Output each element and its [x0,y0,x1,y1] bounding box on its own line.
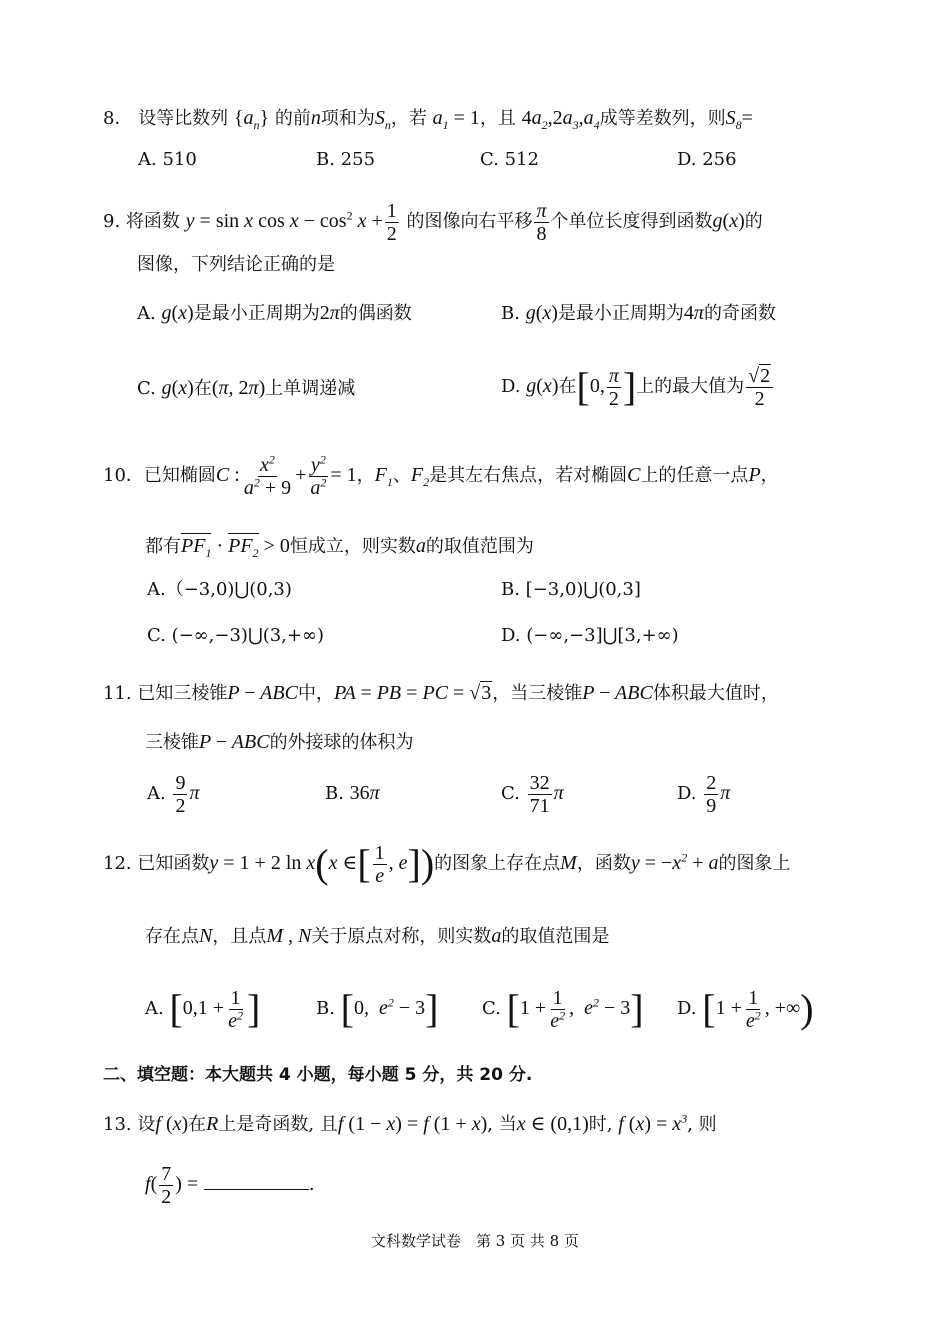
question-12: 12. 已知函数y = 1 + 2 ln x(x ∈[ $\frac{1}{e}$ , e])的图象上存在点M，函数$y = -x^2 + a$的图象上 [103,841,791,887]
q11-line-2: 三棱锥P − ABC的外接球的体积为 [145,731,414,753]
q8-text-6: 成等差数列，则 [599,108,726,129]
q11-option-d: D. $\frac{2}{9}$ π [677,771,731,817]
q9-text-2: 的图像向右平移 [406,211,533,232]
q11-option-c: C. $\frac{32}{71}$ π [501,771,564,817]
q12-option-b: B. [0, $e^2 - 3$] [316,986,439,1031]
q10-text-1: 已知椭圆 [143,465,216,486]
question-13-number: 13. [103,1114,132,1135]
question-9 [103,198,763,245]
q13-line-2: f( $\frac{7}{2}$ ) = . [145,1162,315,1208]
question-12-number: 12. [103,853,132,874]
q10-math-c: C : [215,464,240,486]
q12-option-d: D. [1 + $\frac{1}{e^2}$ , +∞) [677,986,814,1032]
q9-option-d: D. g(x)在[0, $\frac{\pi}{2}$ ]上的最大值为 $\frac{√2}{2}$ [501,358,775,415]
question-11-number: 11. [103,683,132,704]
page-footer: 文科数学试卷 第 3 页 共 8 页 [371,1232,579,1250]
q8-math-a1: $a_1 = 1$ [432,107,480,132]
q10-option-c: C. (−∞,−3)⋃(3,+∞) [147,625,325,646]
q8-option-a: A. 510 [138,149,197,170]
q10-line-2: 都有$PF_1 \cdot PF_2 > 0$恒成立，则实数a的取值范围为 [145,535,534,560]
q12-option-c: C. [1 + $\frac{1}{e^2}$ , $e^2 - 3$] [482,986,644,1032]
q9-option-c: C. g(x)在(π, 2π)上单调递减 [137,377,356,399]
q8-text-2: 的前 [274,108,311,129]
q8-math-s8: $S_8=$ [725,107,753,132]
q10-math-y-term: $\frac{y^2}{a^2}$ [310,451,327,499]
q11-option-b: B. 36π [325,782,380,804]
question-8 [103,104,753,133]
q9-option-a: A. g(x)是最小正周期为2π的偶函数 [137,302,412,324]
question-10-number: 10． [103,465,144,486]
q12-line-2: 存在点N，且点M , N关于原点对称，则实数a的取值范围是 [145,925,610,947]
q10-math-vectors: $PF_1 \cdot PF_2 > 0$ [181,535,290,560]
q10-option-d: D. (−∞,−3]⋃[3,+∞) [501,625,679,646]
q9-math-pi-over-8: $\frac{\pi}{8}$ [536,199,547,245]
q9-line-2: 图像，下列结论正确的是 [137,254,335,275]
q9-math-gx: g(x) [712,210,745,232]
q8-text-5: ，且 [479,108,516,129]
q10-option-b: B. [−3,0)⋃(0,3] [501,579,641,600]
q8-math-n: n [310,107,321,129]
q8-option-d: D. 256 [677,149,737,170]
q9-option-b: B. g(x)是最小正周期为4π的奇函数 [501,302,776,324]
q8-text-4: ，若 [390,108,427,129]
q11-option-a: A. $\frac{9}{2}$ π [147,771,200,817]
q8-math-seq: $\{a_n\}$ [233,107,270,132]
q10-math-x-term: $\frac{x^2}{a^2 + 9}$ [243,451,292,499]
section-2-heading: 二、填空题：本大题共 4 小题，每小题 5 分，共 20 分. [103,1065,533,1085]
q10-option-a: A.（−3,0)⋃(0,3) [147,579,292,600]
question-10: 10．已知椭圆C : $\frac{x^2}{a^2 + 9}$ + $\frac{y^2}{a^2}$ = 1，$F_1$、$F_2$是其左右焦点，若对椭圆C上的任意一点P， [103,451,779,499]
q8-math-sn: $S_n$ [374,107,391,132]
q9-math-half: $\frac{1}{2}$ [386,199,397,245]
answer-blank[interactable] [204,1171,309,1190]
q8-text-1: 设等比数列 [138,108,229,129]
q9-math-function: y = sin x $\cos x - \cos^2 x$ + [185,208,383,232]
q8-option-c: C. 512 [480,149,539,170]
question-11: 11. 已知三棱锥P − ABC中，PA = PB = PC = √3，当三棱锥P − ABC体积最大值时， [103,682,779,704]
q8-math-terms: $4a_2,2a_3,a_4$ [521,107,600,132]
q9-text-3: 个单位长度得到函数 [550,211,713,232]
q9-text-4: 的 [744,211,763,232]
q12-option-a: A. [0,1 + $\frac{1}{e^2}$ ] [145,986,261,1032]
question-13: 13. 设f (x)在R上是奇函数, 且f (1 − x) = f (1 + x), 当x ∈ (0,1)时, f $(x) = x^3$, 则 [103,1111,717,1135]
q8-text-3: 项和为 [320,108,375,129]
q9-text-1: 将函数 [125,211,180,232]
question-8-number: 8． [103,108,133,129]
q8-option-b: B. 255 [316,149,376,170]
question-9-number: 9. [103,211,121,232]
